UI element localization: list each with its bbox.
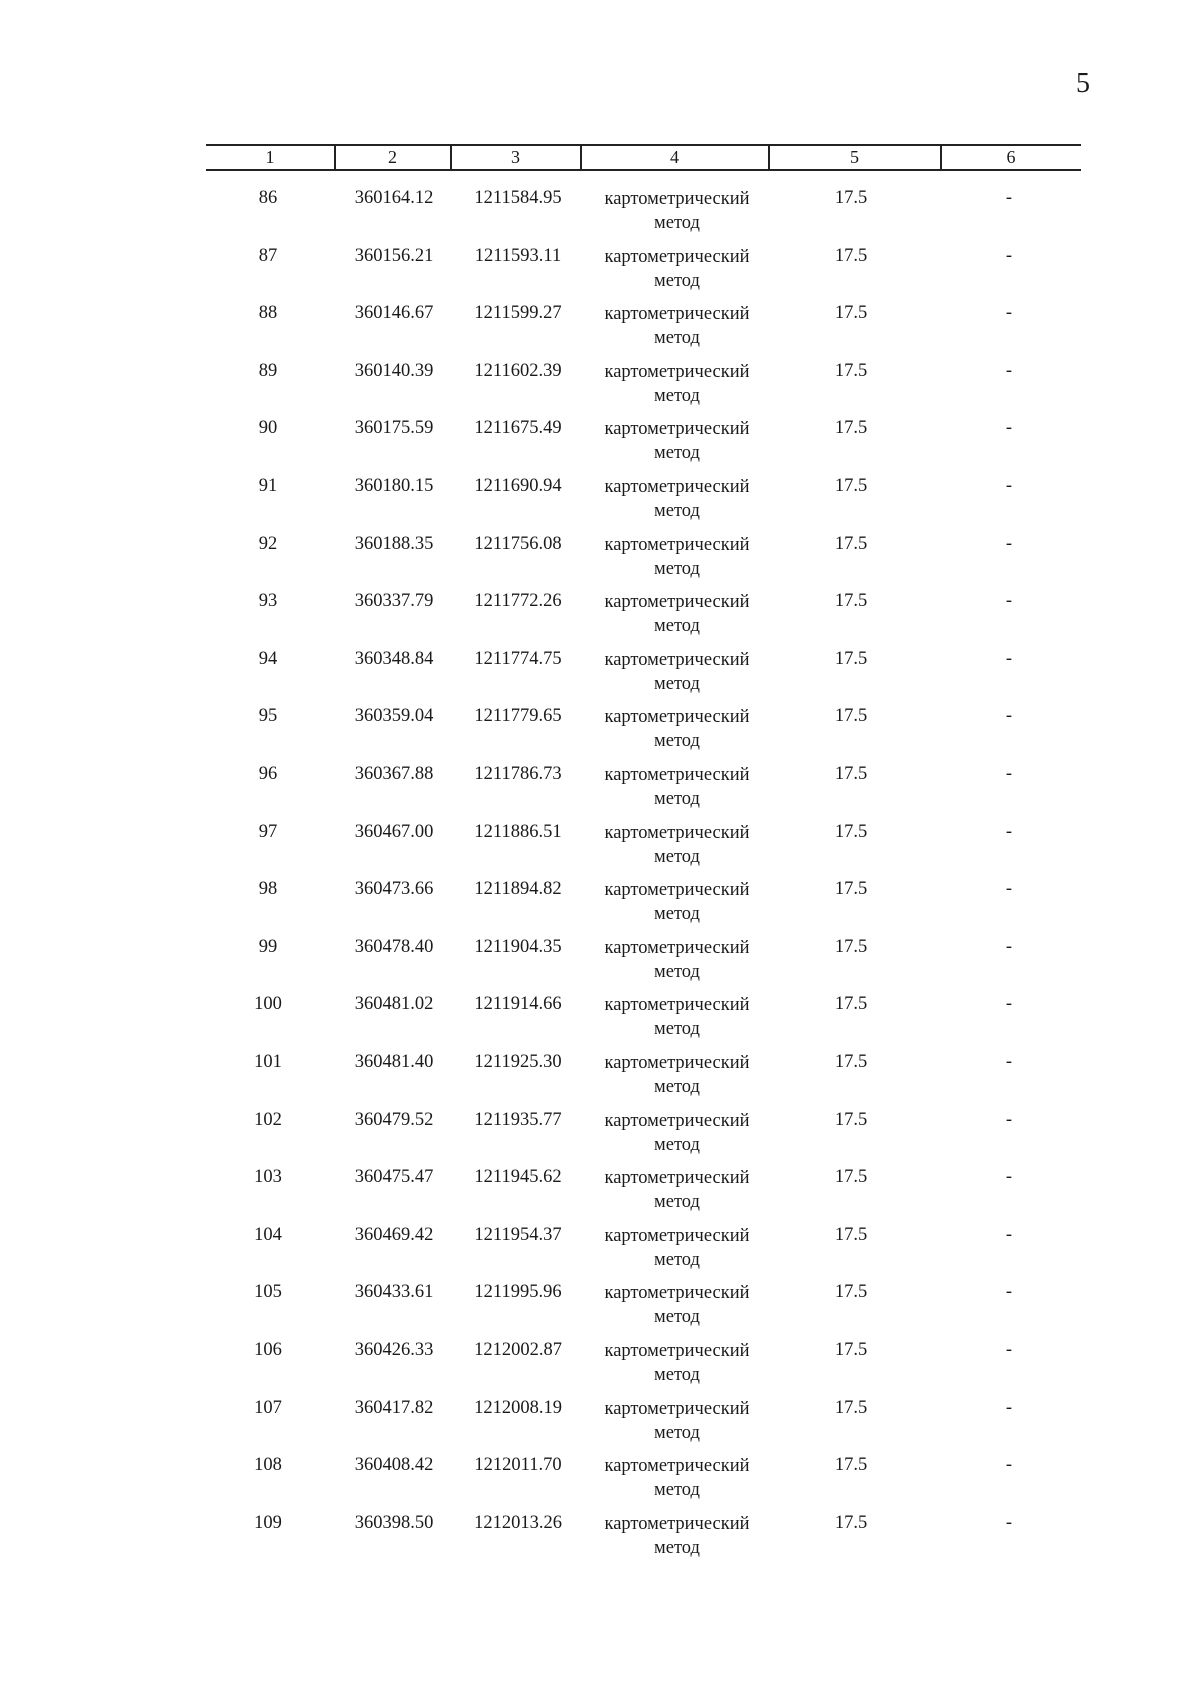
coordinate-x-cell: 360180.15	[354, 476, 434, 496]
point-number-cell: 109	[254, 1512, 282, 1533]
table-row	[0, 1397, 1200, 1454]
table-row	[0, 1109, 1200, 1166]
note-cell: -	[1005, 591, 1013, 612]
coordinate-x-cell: 360175.59	[354, 418, 434, 439]
accuracy-cell: 17.5	[834, 1455, 868, 1476]
table-row	[0, 533, 1200, 590]
method-cell: картометрический метод	[604, 304, 750, 349]
coordinate-y-cell: 1212008.19	[474, 1397, 562, 1418]
coordinate-y-cell: 1211675.49	[474, 418, 562, 439]
point-number-cell: 96	[258, 764, 278, 784]
column-header-1: 1	[265, 147, 275, 167]
accuracy-cell: 17.5	[834, 879, 868, 900]
accuracy-cell: 17.5	[834, 764, 868, 784]
table-row	[0, 648, 1200, 705]
coordinate-x-cell: 360469.42	[354, 1224, 434, 1245]
coordinate-x-cell: 360146.67	[354, 303, 434, 324]
note-cell: -	[1005, 1455, 1013, 1476]
coordinate-x-cell: 360367.88	[354, 764, 434, 784]
method-cell: картометрический метод	[604, 822, 750, 867]
note-cell: -	[1005, 706, 1013, 727]
coordinate-x-cell: 360156.21	[354, 245, 434, 266]
point-number-cell: 101	[254, 1052, 282, 1072]
accuracy-cell: 17.5	[834, 648, 868, 669]
accuracy-cell: 17.5	[834, 188, 868, 208]
coordinate-y-cell: 1211935.77	[474, 1109, 562, 1130]
coordinate-x-cell: 360481.02	[354, 994, 434, 1015]
method-cell: картометрический метод	[604, 880, 750, 925]
method-cell: картометрический метод	[604, 592, 750, 637]
note-cell: -	[1005, 764, 1013, 784]
coordinate-x-cell: 360337.79	[354, 591, 434, 612]
point-number-cell: 86	[258, 188, 278, 208]
point-number-cell: 95	[258, 706, 278, 727]
accuracy-cell: 17.5	[834, 591, 868, 612]
point-number-cell: 91	[258, 476, 278, 496]
point-number-cell: 107	[254, 1397, 282, 1418]
method-cell: картометрический метод	[604, 419, 750, 464]
coordinate-y-cell: 1212013.26	[474, 1512, 562, 1533]
coordinate-y-cell: 1211886.51	[474, 821, 562, 842]
point-number-cell: 106	[254, 1340, 282, 1360]
point-number-cell: 104	[254, 1224, 282, 1245]
accuracy-cell: 17.5	[834, 1109, 868, 1130]
accuracy-cell: 17.5	[834, 1224, 868, 1245]
accuracy-cell: 17.5	[834, 476, 868, 496]
point-number-cell: 92	[258, 533, 278, 554]
coordinate-y-cell: 1211593.11	[474, 245, 562, 266]
table-header-bottom-border	[206, 169, 1081, 171]
note-cell: -	[1005, 303, 1013, 324]
table-row	[0, 821, 1200, 878]
accuracy-cell: 17.5	[834, 821, 868, 842]
table-row	[0, 1166, 1200, 1223]
point-number-cell: 105	[254, 1282, 282, 1303]
coordinate-y-cell: 1211954.37	[474, 1224, 562, 1245]
accuracy-cell: 17.5	[834, 936, 868, 957]
point-number-cell: 103	[254, 1167, 282, 1188]
table-row	[0, 993, 1200, 1050]
note-cell: -	[1005, 1224, 1013, 1245]
method-cell: картометрический метод	[604, 1053, 750, 1097]
coordinate-x-cell: 360348.84	[354, 648, 434, 669]
note-cell: -	[1005, 1167, 1013, 1188]
coordinate-x-cell: 360140.39	[354, 360, 434, 381]
table-row	[0, 936, 1200, 993]
note-cell: -	[1005, 821, 1013, 842]
point-number-cell: 102	[254, 1109, 282, 1130]
coordinate-x-cell: 360479.52	[354, 1109, 434, 1130]
note-cell: -	[1005, 418, 1013, 439]
table-row	[0, 245, 1200, 302]
table-row	[0, 1454, 1200, 1511]
coordinate-y-cell: 1212002.87	[474, 1340, 562, 1360]
method-cell: картометрический метод	[604, 477, 750, 521]
column-header-2: 2	[388, 147, 397, 167]
method-cell: картометрический метод	[604, 361, 750, 406]
accuracy-cell: 17.5	[834, 1397, 868, 1418]
coordinate-y-cell: 1211690.94	[474, 476, 562, 496]
coordinate-y-cell: 1211786.73	[474, 764, 562, 784]
point-number-cell: 88	[258, 303, 278, 324]
accuracy-cell: 17.5	[834, 994, 868, 1015]
coordinate-y-cell: 1211945.62	[474, 1167, 562, 1188]
page-number: 5	[1076, 68, 1090, 99]
column-header-6: 6	[1006, 147, 1016, 167]
accuracy-cell: 17.5	[834, 245, 868, 266]
accuracy-cell: 17.5	[834, 706, 868, 727]
coordinate-y-cell: 1212011.70	[474, 1455, 562, 1476]
coordinate-y-cell: 1211894.82	[474, 879, 562, 900]
coordinate-y-cell: 1211995.96	[474, 1282, 562, 1303]
table-row	[0, 705, 1200, 762]
table-row	[0, 1051, 1200, 1108]
point-number-cell: 89	[258, 360, 278, 381]
point-number-cell: 100	[254, 994, 282, 1015]
table-row	[0, 1512, 1200, 1569]
coordinate-y-cell: 1211779.65	[474, 706, 562, 727]
table-row	[0, 1281, 1200, 1338]
note-cell: -	[1005, 1282, 1013, 1303]
note-cell: -	[1005, 476, 1013, 496]
note-cell: -	[1005, 994, 1013, 1015]
coordinate-x-cell: 360188.35	[354, 533, 434, 554]
note-cell: -	[1005, 1512, 1013, 1533]
coordinate-x-cell: 360481.40	[354, 1052, 434, 1072]
note-cell: -	[1005, 648, 1013, 669]
coordinate-y-cell: 1211599.27	[474, 303, 562, 324]
accuracy-cell: 17.5	[834, 360, 868, 381]
table-row	[0, 417, 1200, 474]
coordinate-x-cell: 360426.33	[354, 1340, 434, 1360]
point-number-cell: 94	[258, 648, 278, 669]
coordinate-y-cell: 1211756.08	[474, 533, 562, 554]
coordinate-y-cell: 1211774.75	[474, 648, 562, 669]
note-cell: -	[1005, 533, 1013, 554]
point-number-cell: 108	[254, 1455, 282, 1476]
coordinate-y-cell: 1211584.95	[474, 188, 562, 208]
note-cell: -	[1005, 360, 1013, 381]
note-cell: -	[1005, 245, 1013, 266]
table-row	[0, 878, 1200, 935]
table-row	[0, 1224, 1200, 1281]
accuracy-cell: 17.5	[834, 303, 868, 324]
accuracy-cell: 17.5	[834, 1512, 868, 1533]
method-cell: картометрический метод	[604, 995, 750, 1040]
coordinate-x-cell: 360359.04	[354, 706, 434, 727]
method-cell: картометрический метод	[604, 246, 750, 291]
note-cell: -	[1005, 879, 1013, 900]
method-cell: картометрический метод	[604, 1398, 750, 1443]
coordinate-y-cell: 1211925.30	[474, 1052, 562, 1072]
method-cell: картометрический метод	[604, 1283, 750, 1328]
accuracy-cell: 17.5	[834, 533, 868, 554]
coordinate-x-cell: 360467.00	[354, 821, 434, 842]
coordinate-x-cell: 360473.66	[354, 879, 434, 900]
accuracy-cell: 17.5	[834, 1167, 868, 1188]
method-cell: картометрический метод	[604, 189, 750, 233]
method-cell: картометрический метод	[604, 1341, 750, 1385]
column-header-5: 5	[850, 147, 859, 167]
table-row	[0, 187, 1200, 244]
method-cell: картометрический метод	[604, 707, 750, 752]
method-cell: картометрический метод	[604, 1168, 750, 1213]
table-row	[0, 360, 1200, 417]
note-cell: -	[1005, 188, 1013, 208]
coordinate-x-cell: 360478.40	[354, 936, 434, 957]
method-cell: картометрический метод	[604, 1456, 750, 1501]
method-cell: картометрический метод	[604, 534, 750, 579]
table-row	[0, 302, 1200, 359]
coordinate-y-cell: 1211772.26	[474, 591, 562, 612]
accuracy-cell: 17.5	[834, 418, 868, 439]
method-cell: картометрический метод	[604, 1225, 750, 1270]
column-header-3: 3	[511, 147, 520, 167]
method-cell: картометрический метод	[604, 765, 750, 809]
coordinate-x-cell: 360164.12	[354, 188, 434, 208]
note-cell: -	[1005, 1340, 1013, 1360]
method-cell: картометрический метод	[604, 649, 750, 694]
accuracy-cell: 17.5	[834, 1282, 868, 1303]
coordinate-x-cell: 360417.82	[354, 1397, 434, 1418]
table-row	[0, 1339, 1200, 1396]
accuracy-cell: 17.5	[834, 1052, 868, 1072]
point-number-cell: 98	[258, 879, 278, 900]
point-number-cell: 99	[258, 936, 278, 957]
note-cell: -	[1005, 1052, 1013, 1072]
point-number-cell: 97	[258, 821, 278, 842]
accuracy-cell: 17.5	[834, 1340, 868, 1360]
method-cell: картометрический метод	[604, 1513, 750, 1558]
coordinate-x-cell: 360475.47	[354, 1167, 434, 1188]
point-number-cell: 90	[258, 418, 278, 439]
note-cell: -	[1005, 1109, 1013, 1130]
table-row	[0, 590, 1200, 647]
note-cell: -	[1005, 936, 1013, 957]
point-number-cell: 87	[258, 245, 278, 266]
column-header-4: 4	[670, 147, 679, 167]
coordinate-y-cell: 1211602.39	[474, 360, 562, 381]
coordinate-x-cell: 360433.61	[354, 1282, 434, 1303]
method-cell: картометрический метод	[604, 1110, 750, 1155]
note-cell: -	[1005, 1397, 1013, 1418]
point-number-cell: 93	[258, 591, 278, 612]
coordinate-y-cell: 1211904.35	[474, 936, 562, 957]
coordinate-x-cell: 360398.50	[354, 1512, 434, 1533]
method-cell: картометрический метод	[604, 937, 750, 982]
coordinate-y-cell: 1211914.66	[474, 994, 562, 1015]
coordinate-x-cell: 360408.42	[354, 1455, 434, 1476]
table-row	[0, 475, 1200, 532]
table-row	[0, 763, 1200, 820]
